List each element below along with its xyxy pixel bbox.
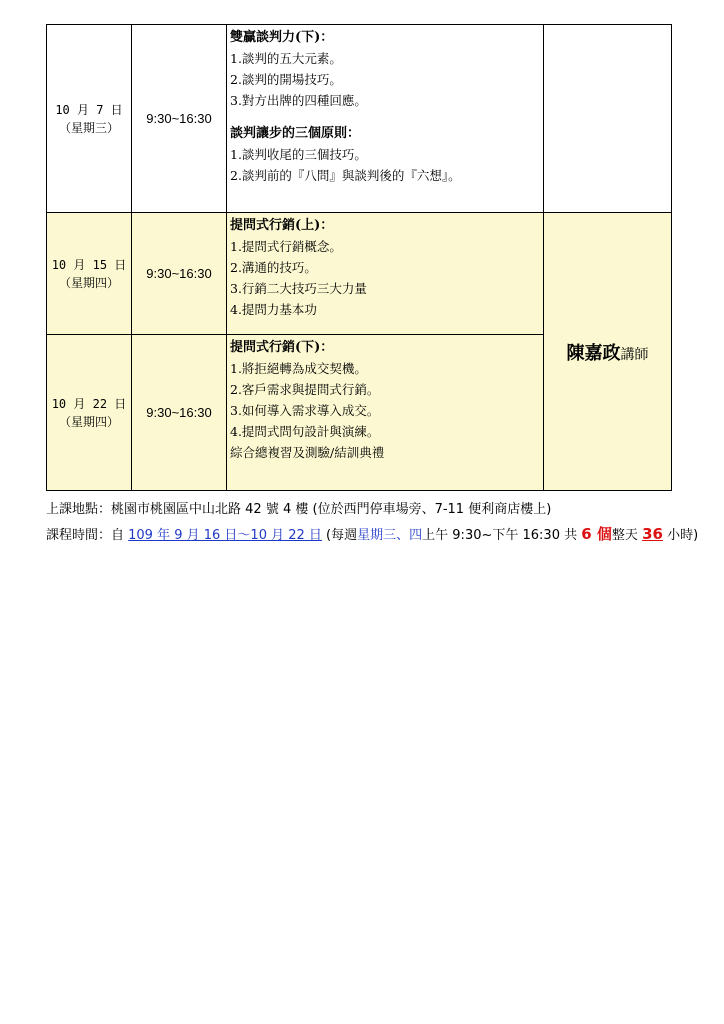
session-date: 10 月 15 日 — [51, 257, 127, 272]
topic-item: 1.提問式行銷概念。 — [230, 239, 342, 254]
topic-title: 雙贏談判力(下)： — [230, 30, 334, 45]
course-time-line — [46, 523, 698, 544]
session-row — [47, 25, 672, 213]
course-schedule-table — [46, 24, 672, 491]
course-time-open: (每週 — [321, 528, 358, 543]
session-time: 9:30~16:30 — [132, 25, 227, 213]
topic-item: 4.提問力基本功 — [230, 302, 317, 317]
session-date-cell — [47, 335, 132, 491]
topic-title: 談判讓步的三個原則： — [230, 126, 361, 141]
topic-item: 1.談判的五大元素。 — [230, 51, 342, 66]
location-label: 上課地點： — [46, 502, 112, 517]
course-time-close: 小時) — [662, 528, 699, 543]
topic-item: 2.談判的開場技巧。 — [230, 72, 342, 87]
instructor-title: 講師 — [620, 346, 649, 363]
session-weekday: （星期三） — [58, 120, 119, 135]
session-content — [227, 335, 544, 491]
session-date: 10 月 22 日 — [51, 396, 127, 411]
session-content — [227, 25, 544, 213]
topic-item: 綜合總複習及測驗/結訓典禮 — [230, 445, 385, 460]
location-line — [46, 498, 551, 517]
location-note: (位於西門停車場旁、7-11 便利商店樓上) — [312, 502, 552, 517]
course-date-range: 109 年 9 月 16 日～10 月 22 日 — [128, 528, 322, 543]
session-time: 9:30~16:30 — [132, 335, 227, 491]
session-date-cell — [47, 25, 132, 213]
topic-item: 3.行銷二大技巧三大力量 — [230, 281, 367, 296]
instructor-cell — [544, 213, 672, 491]
topic-item: 2.客戶需求與提問式行銷。 — [230, 382, 380, 397]
topic-item: 4.提問式問句設計與演練。 — [230, 424, 380, 439]
course-hours: 上午 9:30~下午 16:30 共 — [422, 528, 582, 543]
topic-item: 2.談判前的『八問』與談判後的『六想』。 — [230, 168, 461, 183]
topic-item: 1.談判收尾的三個技巧。 — [230, 147, 367, 162]
course-full-day: 整天 — [611, 528, 643, 543]
session-time: 9:30~16:30 — [132, 213, 227, 335]
instructor-name: 陳嘉政 — [566, 342, 621, 364]
session-content — [227, 213, 544, 335]
course-weekdays: 星期三、四 — [357, 528, 423, 543]
instructor-cell-empty — [544, 25, 672, 213]
topic-title: 提問式行銷(上)： — [230, 218, 334, 233]
topic-item: 1.將拒絕轉為成交契機。 — [230, 361, 367, 376]
session-date-cell — [47, 213, 132, 335]
course-time-label: 課程時間：自 — [46, 528, 129, 543]
location-address: 桃園市桃園區中山北路 42 號 4 樓 — [111, 502, 309, 517]
topic-item: 2.溝通的技巧。 — [230, 260, 317, 275]
topic-title: 提問式行銷(下)： — [230, 340, 334, 355]
session-weekday: （星期四） — [58, 275, 119, 290]
course-session-count: 6 個 — [581, 525, 612, 543]
session-row — [47, 213, 672, 335]
session-weekday: （星期四） — [58, 414, 119, 429]
topic-item: 3.對方出牌的四種回應。 — [230, 93, 367, 108]
course-total-hours: 36 — [642, 525, 663, 543]
session-date: 10 月 7 日 — [55, 102, 123, 117]
topic-item: 3.如何導入需求導入成交。 — [230, 403, 380, 418]
